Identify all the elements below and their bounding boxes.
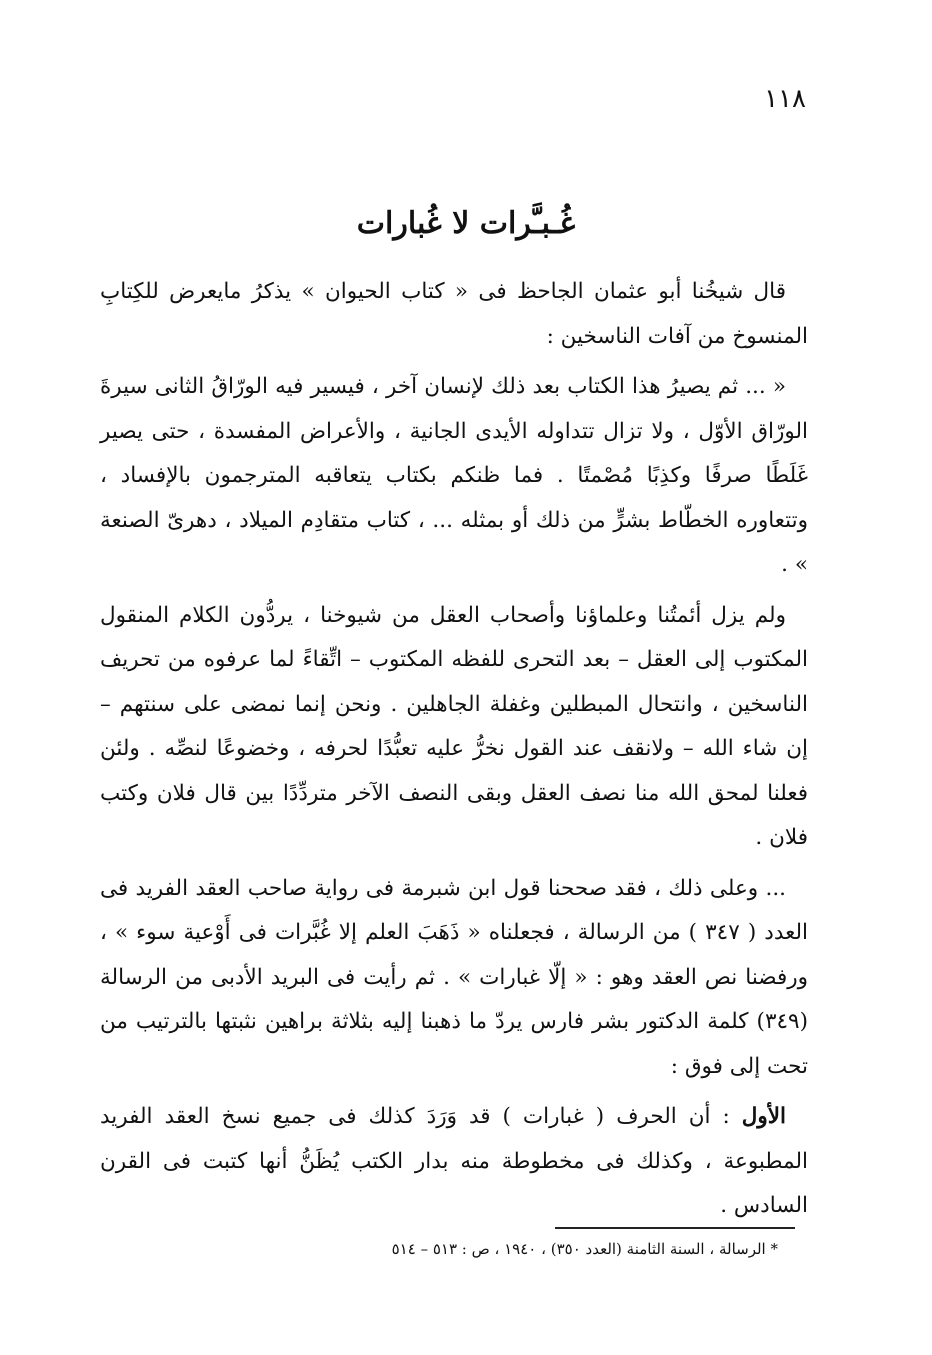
- article-body: [100, 270, 808, 1235]
- footnote-divider: [555, 1227, 795, 1229]
- paragraph-intro: قال شيخُنا أبو عثمان الجاحظ فى « كتاب الحيوان » يذكرُ مايعرض للكِتابِ المنسوخ من آفات الناسخين :: [100, 279, 808, 349]
- article-title: غُـبـَّرات لا غُبارات: [356, 206, 576, 241]
- paragraph-scholars: ولم يزل أئمتُنا وعلماؤنا وأصحاب العقل من شيوخنا ، يردُّون الكلام المنقول المكتوب إلى العقل – بعد التحرى للفظه المكتوب – اتِّقاءً لما عرفوه من تحريف الناسخين ، وانتحال المبطلين وغفلة الجاهلين . ونحن إنما نمضى على سنتهم – إن شاء الله – ولانقف عند القول نخرُّ عليه تعبُّدًا لحرفه ، وخضوعًا لنصِّه . ولئن فعلنا لمحق الله منا نصف العقل وبقى النصف الآخر متردِّدًا بين قال فلان وكتب فلان .: [100, 602, 808, 850]
- paragraph-quotation: « ... ثم يصيرُ هذا الكتاب بعد ذلك لإنسان آخر ، فيسير فيه الورّاقُ الثانى سيرةَ الورّاق الأوّل ، ولا تزال تتداوله الأيدى الجانية ، والأعراض المفسدة ، حتى يصير غَلَطًا صرفًا وكذِبًا مُصْمتًا . فما ظنكم بكتاب يتعاقبه المترجمون بالإفساد ، وتتعاوره الخطّاط بشرٍّ من ذلك أو بمثله ... ، كتاب متقادِم الميلاد ، دهرىّ الصنعة » .: [100, 374, 808, 577]
- paragraph-correction: ... وعلى ذلك ، فقد صححنا قول ابن شبرمة فى رواية صاحب العقد الفريد فى العدد ( ٣٤٧ ) من الرسالة ، فجعلناه « ذَهَبَ العلم إلا غُبَّرات فى أَوْعية سوء » ، ورفضنا نص العقد وهو : « إلّا غبارات » . ثم رأيت فى البريد الأدبى من الرسالة (٣٤٩) كلمة الدكتور بشر فارس يردّ ما ذهبنا إليه بثلاثة براهين نثبتها بالترتيب من تحت إلى فوق :: [100, 875, 809, 1079]
- footnote: * الرسالة ، السنة الثامنة (العدد ٣٥٠) ، ١٩٤٠ ، ص : ٥١٣ – ٥١٤: [391, 1240, 778, 1258]
- paragraph-first-argument: [100, 1095, 808, 1229]
- first-argument-text: : أن الحرف ( غبارات ) قد وَرَدَ كذلك فى جميع نسخ العقد الفريد المطبوعة ، وكذلك فى مخطوطة منه بدار الكتب يُظَنُّ أنها كتبت فى القرن السادس .: [100, 1104, 808, 1218]
- page-number: ١١٨: [764, 84, 806, 114]
- first-argument-lead-word: الأول: [741, 1104, 786, 1129]
